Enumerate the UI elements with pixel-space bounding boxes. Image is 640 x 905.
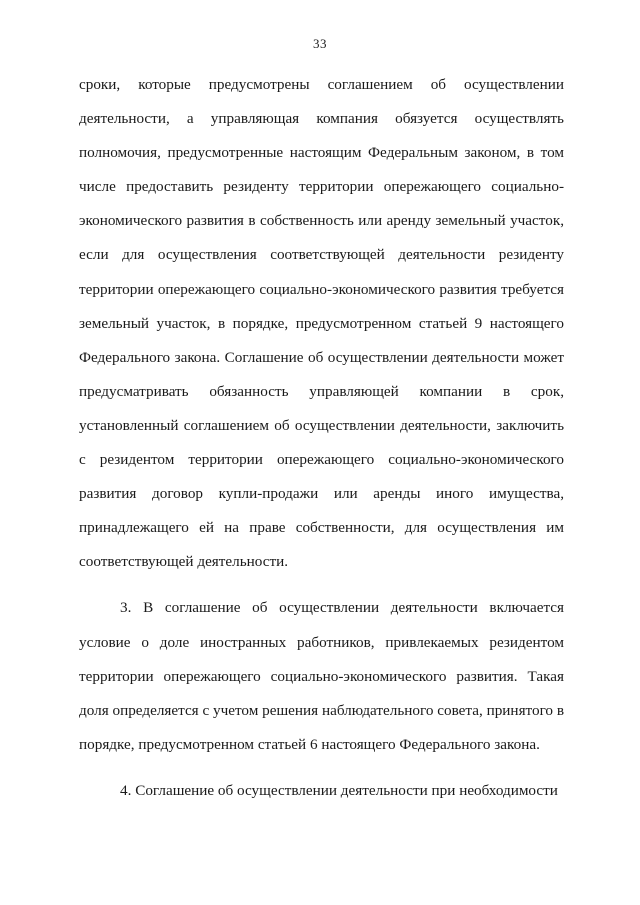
document-body	[79, 68, 564, 808]
paragraph-item-3: 3. В соглашение об осуществлении деятельности включается условие о доле иностранных работников, привлекаемых резидентом территории опережающего социально-экономического развития. Такая доля определяется с учетом решения наблюдательного совета, принятого в порядке, предусмотренном статьей 6 настоящего Федерального закона.	[79, 599, 564, 753]
page-number: 33	[313, 36, 327, 51]
paragraph-continuation: сроки, которые предусмотрены соглашением об осуществлении деятельности, а управляющая компания обязуется осуществлять полномочия, предусмотренные настоящим Федеральным законом, в том числе предоставить резиденту территории опережающего социально-экономического развития в собственность или аренду земельный участок, если для осуществления соответствующей деятельности резиденту территории опережающего социально-экономического развития требуется земельный участок, в порядке, предусмотренном статьей 9 настоящего Федерального закона. Соглашение об осуществлении деятельности может предусматривать обязанность управляющей компании в срок, установленный соглашением об осуществлении деятельности, заключить с резидентом территории опережающего социально-экономического развития договор купли-продажи или аренды иного имущества, принадлежащего ей на праве собственности, для осуществления им соответствующей деятельности.	[79, 76, 564, 571]
paragraph-item-4: 4. Соглашение об осуществлении деятельности при необходимости	[120, 781, 558, 799]
